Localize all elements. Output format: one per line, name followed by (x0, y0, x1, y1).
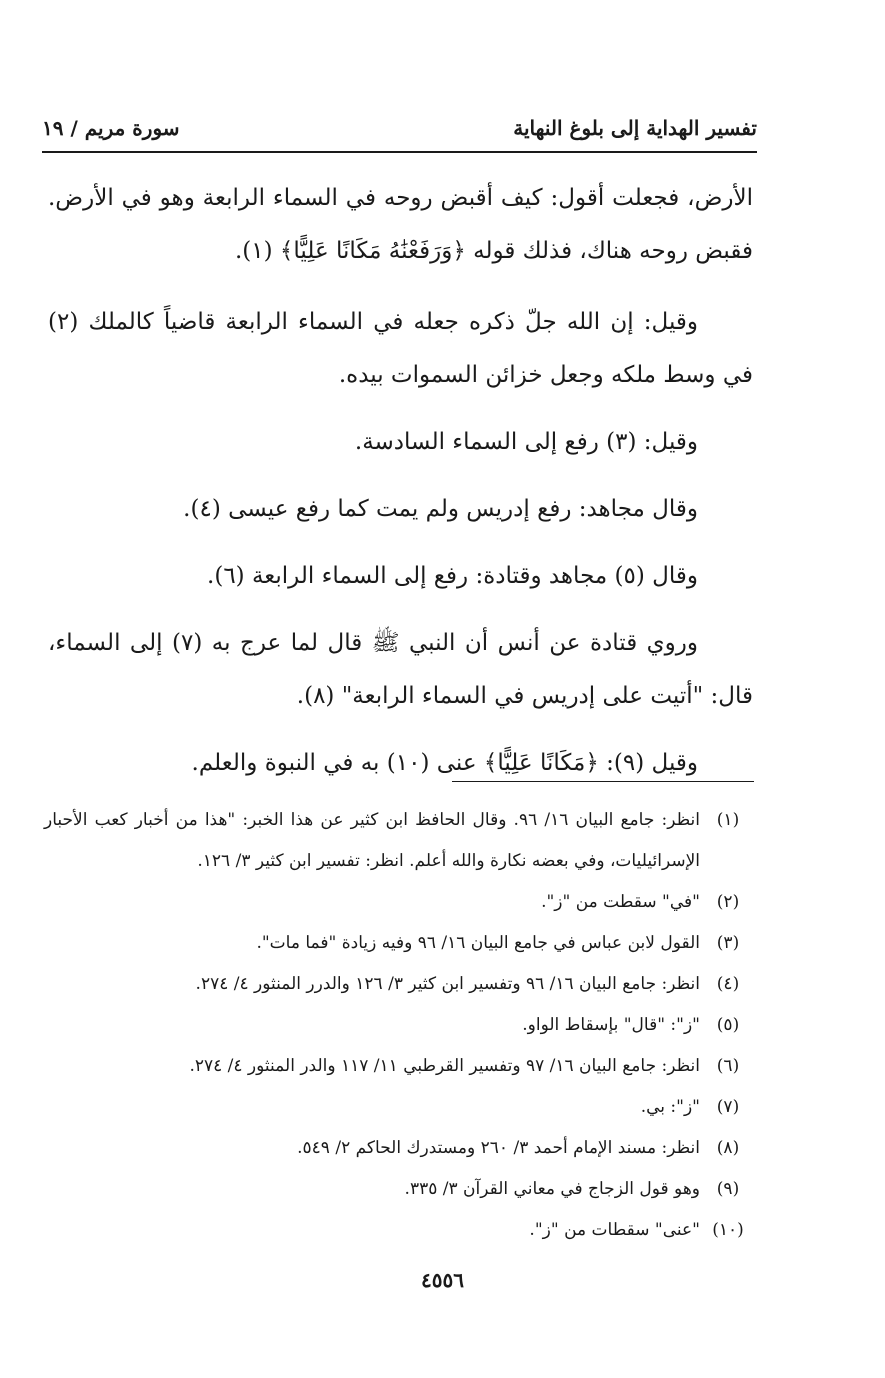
paragraph-1: الأرض، فجعلت أقول: كيف أقبض روحه في السماء الرابعة وهو في الأرض. فقبض روحه هناك، فذلك قوله ﴿وَرَفَعْنَٰهُ مَكَانًا عَلِيًّا﴾ (١). (48, 185, 753, 264)
paragraph-7: وقيل (٩): ﴿مَكَانًا عَلِيًّا﴾ عنى (١٠) به في النبوة والعلم. (191, 750, 698, 776)
footnote-text: القول لابن عباس في جامع البيان ١٦/ ٩٦ وفيه زيادة "فما مات". (256, 933, 700, 953)
book-title: تفسير الهداية إلى بلوغ النهاية (513, 116, 757, 140)
footnote-text: "ز": "قال" بإسقاط الواو. (522, 1015, 700, 1035)
footnote-number: (٦) (716, 1056, 740, 1076)
paragraph-6: وروي قتادة عن أنس أن النبي ﷺ قال لما عرج به (٧) إلى السماء، قال: "أتيت على إدريس في السماء الرابعة" (٨). (48, 630, 753, 709)
footnote (44, 964, 756, 1005)
paragraph-2: وقيل: إن الله جلّ ذكره جعله في السماء الرابعة قاضياً كالملك (٢) في وسط ملكه وجعل خزائن السموات بيده. (48, 309, 753, 388)
footnote-number: (٢) (716, 892, 740, 912)
footnote (44, 800, 756, 882)
footnote-number: (١) (716, 810, 740, 830)
running-header (42, 110, 757, 150)
header-rule (42, 151, 757, 153)
footnote-number: (٨) (716, 1138, 740, 1158)
main-text (48, 172, 753, 804)
paragraph-4: وقال مجاهد: رفع إدريس ولم يمت كما رفع عيسى (٤). (183, 496, 698, 522)
footnote-text: "عنى" سقطات من "ز". (529, 1220, 700, 1240)
footnote-text: "ز": بي. (640, 1097, 700, 1117)
paragraph-5: وقال (٥) مجاهد وقتادة: رفع إلى السماء الرابعة (٦). (207, 563, 698, 589)
footnote-number: (٣) (716, 933, 740, 953)
footnote-text: انظر: جامع البيان ١٦/ ٩٧ وتفسير القرطبي ١١/ ١١٧ والدر المنثور ٤/ ٢٧٤. (189, 1056, 700, 1076)
footnote (44, 1128, 756, 1169)
footnote (44, 1169, 756, 1210)
footnote-number: (٧) (716, 1097, 740, 1117)
footnote-text: انظر: جامع البيان ١٦/ ٩٦. وقال الحافظ ابن كثير عن هذا الخبر: "هذا من أخبار كعب الأحبار الإسرائيليات، وفي بعضه نكارة والله أعلم. انظر: تفسير ابن كثير ٣/ ١٢٦. (44, 810, 700, 871)
page-number: ٤٥٥٦ (421, 1268, 464, 1292)
footnote-text: انظر: جامع البيان ١٦/ ٩٦ وتفسير ابن كثير ٣/ ١٢٦ والدرر المنثور ٤/ ٢٧٤. (195, 974, 700, 994)
footnote (44, 882, 756, 923)
footnote-text: وهو قول الزجاج في معاني القرآن ٣/ ٣٣٥. (404, 1179, 700, 1199)
footnote-number: (١٠) (712, 1220, 744, 1240)
footnote (44, 1005, 756, 1046)
footnote (44, 923, 756, 964)
footnote-number: (٤) (716, 974, 740, 994)
footnote-number: (٥) (716, 1015, 740, 1035)
footnote (44, 1087, 756, 1128)
footnote-text: انظر: مسند الإمام أحمد ٣/ ٢٦٠ ومستدرك الحاكم ٢/ ٥٤٩. (297, 1138, 700, 1158)
footnote (44, 1210, 756, 1251)
footnote (44, 1046, 756, 1087)
footnote-number: (٩) (716, 1179, 740, 1199)
footnote-text: "في" سقطت من "ز". (541, 892, 700, 912)
footnote-separator (452, 781, 754, 782)
surah-label: سورة مريم / ١٩ (42, 116, 180, 140)
footnotes (44, 800, 756, 1251)
paragraph-3: وقيل: (٣) رفع إلى السماء السادسة. (354, 429, 698, 455)
